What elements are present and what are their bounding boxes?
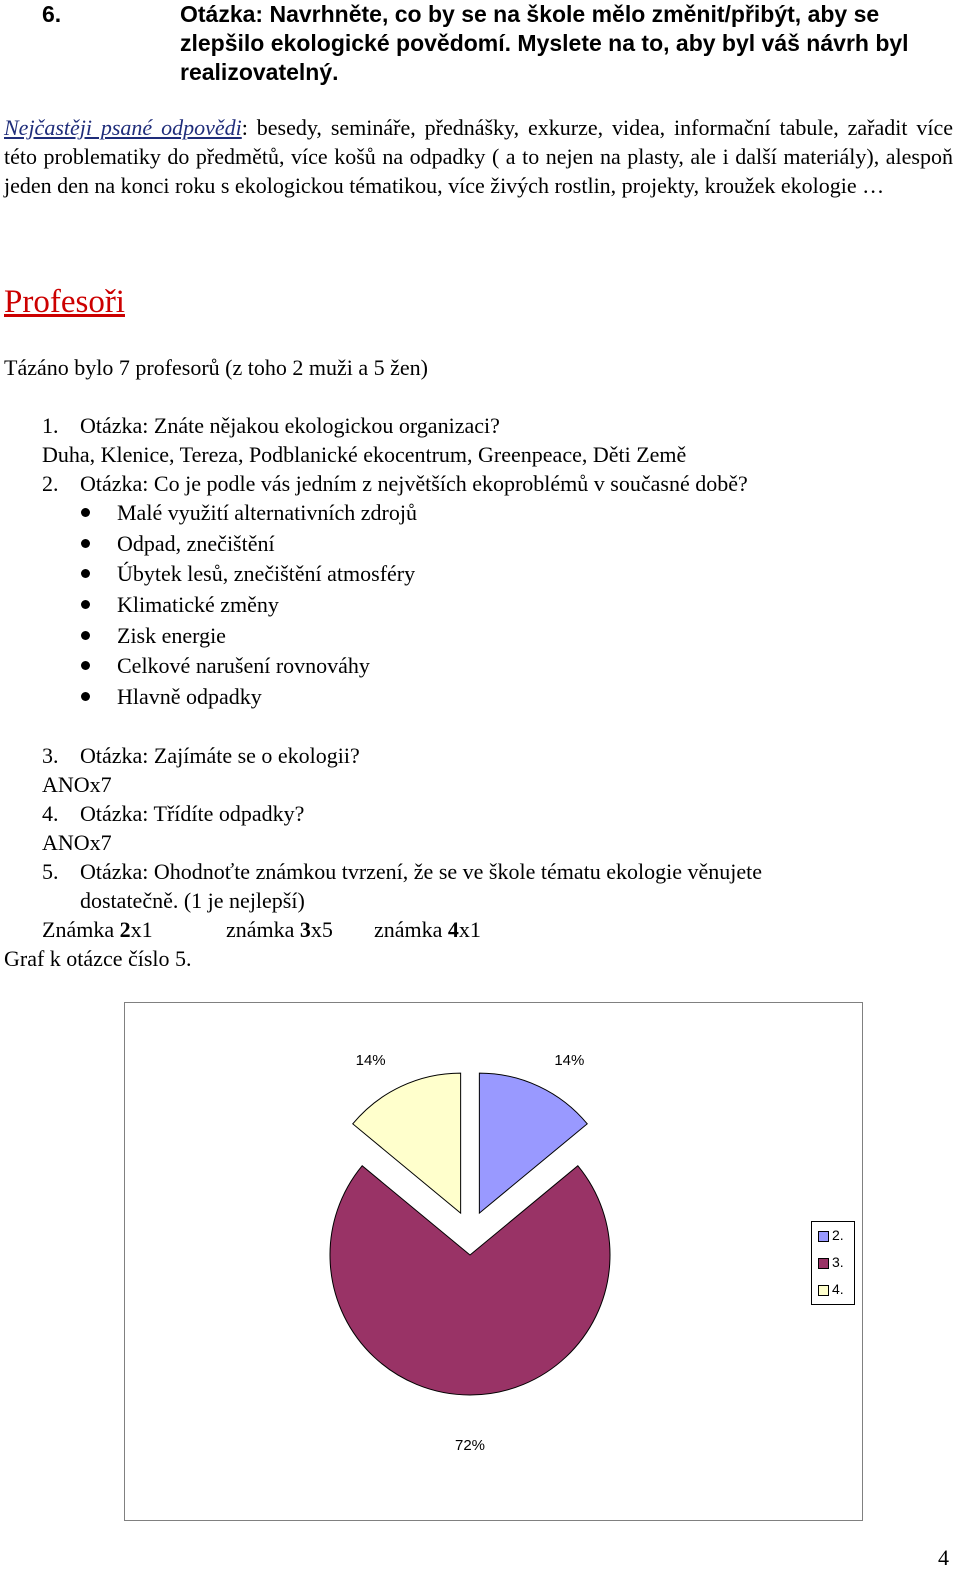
bullet-icon — [81, 539, 90, 548]
list-item: Klimatické změny — [78, 590, 417, 621]
section-heading: Profesoři — [4, 284, 125, 320]
grade-3: známka 4x1 — [374, 917, 481, 942]
legend-entry: 3. — [818, 1253, 844, 1271]
list-item: Malé využití alternativních zdrojů — [78, 498, 417, 529]
question-text: Otázka: Navrhněte, co by se na škole mělo změnit/přibýt, aby se zlepšilo ekologické povědomí. Myslete na to, aby byl váš návrh byl realizovatelný. — [180, 1, 909, 85]
list-item: Úbytek lesů, znečištění atmosféry — [78, 559, 417, 590]
question-text: Otázka: Třídíte odpadky? — [80, 801, 305, 826]
question-text: Otázka: Zajímáte se o ekologii? — [80, 743, 360, 768]
legend-swatch — [818, 1258, 829, 1269]
question-text: Otázka: Ohodnoťte známkou tvrzení, že se ve škole tématu ekologie věnujete — [80, 859, 762, 884]
list-item: Odpad, znečištění — [78, 529, 417, 560]
list-item: Celkové narušení rovnováhy — [78, 651, 417, 682]
question-6 — [42, 0, 952, 87]
pie-data-label: 14% — [355, 1052, 386, 1070]
q4-answer: ANOx7 — [42, 830, 112, 855]
bullet-icon — [81, 508, 90, 517]
q1-answer: Duha, Klenice, Tereza, Podblanické ekocentrum, Greenpeace, Děti Země — [42, 442, 687, 467]
answers-paragraph — [4, 113, 953, 200]
pie-slice-3 — [330, 1166, 610, 1395]
question-number: 4. — [42, 801, 59, 826]
grade-1: Známka 2x1 — [42, 917, 153, 942]
q2-bullet-list — [78, 498, 417, 713]
bullet-icon — [81, 631, 90, 640]
question-number: 3. — [42, 743, 59, 768]
q3-answer: ANOx7 — [42, 772, 112, 797]
page-number: 4 — [938, 1545, 949, 1570]
bullet-icon — [81, 661, 90, 670]
bullet-icon — [81, 600, 90, 609]
intro-text: Tázáno bylo 7 profesorů (z toho 2 muži a 5 žen) — [4, 355, 428, 380]
pie-chart — [124, 1002, 863, 1521]
legend-entry: 4. — [818, 1280, 844, 1298]
list-item: Zisk energie — [78, 621, 417, 652]
pie-data-label: 14% — [554, 1052, 585, 1070]
question-text: Otázka: Znáte nějakou ekologickou organizaci? — [80, 413, 500, 438]
question-number: 2. — [42, 471, 59, 496]
answers-lead: Nejčastěji psané odpovědi — [4, 115, 242, 140]
grade-2: známka 3x5 — [226, 917, 333, 942]
bullet-icon — [81, 692, 90, 701]
question-5-continued: dostatečně. (1 je nejlepší) — [80, 888, 305, 913]
list-item: Hlavně odpadky — [78, 682, 417, 713]
question-number: 5. — [42, 859, 59, 884]
pie-chart-canvas — [125, 1003, 862, 1520]
pie-data-label: 72% — [454, 1437, 486, 1454]
bullet-icon — [81, 569, 90, 578]
legend-swatch — [818, 1231, 829, 1242]
legend-swatch — [818, 1285, 829, 1296]
chart-caption: Graf k otázce číslo 5. — [4, 946, 192, 971]
legend-entry: 2. — [818, 1226, 844, 1244]
question-number: 6. — [42, 1, 62, 27]
chart-legend — [811, 1221, 855, 1305]
question-number: 1. — [42, 413, 59, 438]
answers-text: : besedy, semináře, přednášky, exkurze, videa, informační tabule, zařadit více této problematiky do předmětů, více košů na odpadky ( a to nejen na plasty, ale i další materiály), alespoň jeden den na konci roku s ekologickou tématikou, více živých rostlin, projekty, kroužek ekologie … — [4, 115, 953, 198]
question-text: Otázka: Co je podle vás jedním z největších ekoproblémů v současné době? — [80, 471, 748, 496]
